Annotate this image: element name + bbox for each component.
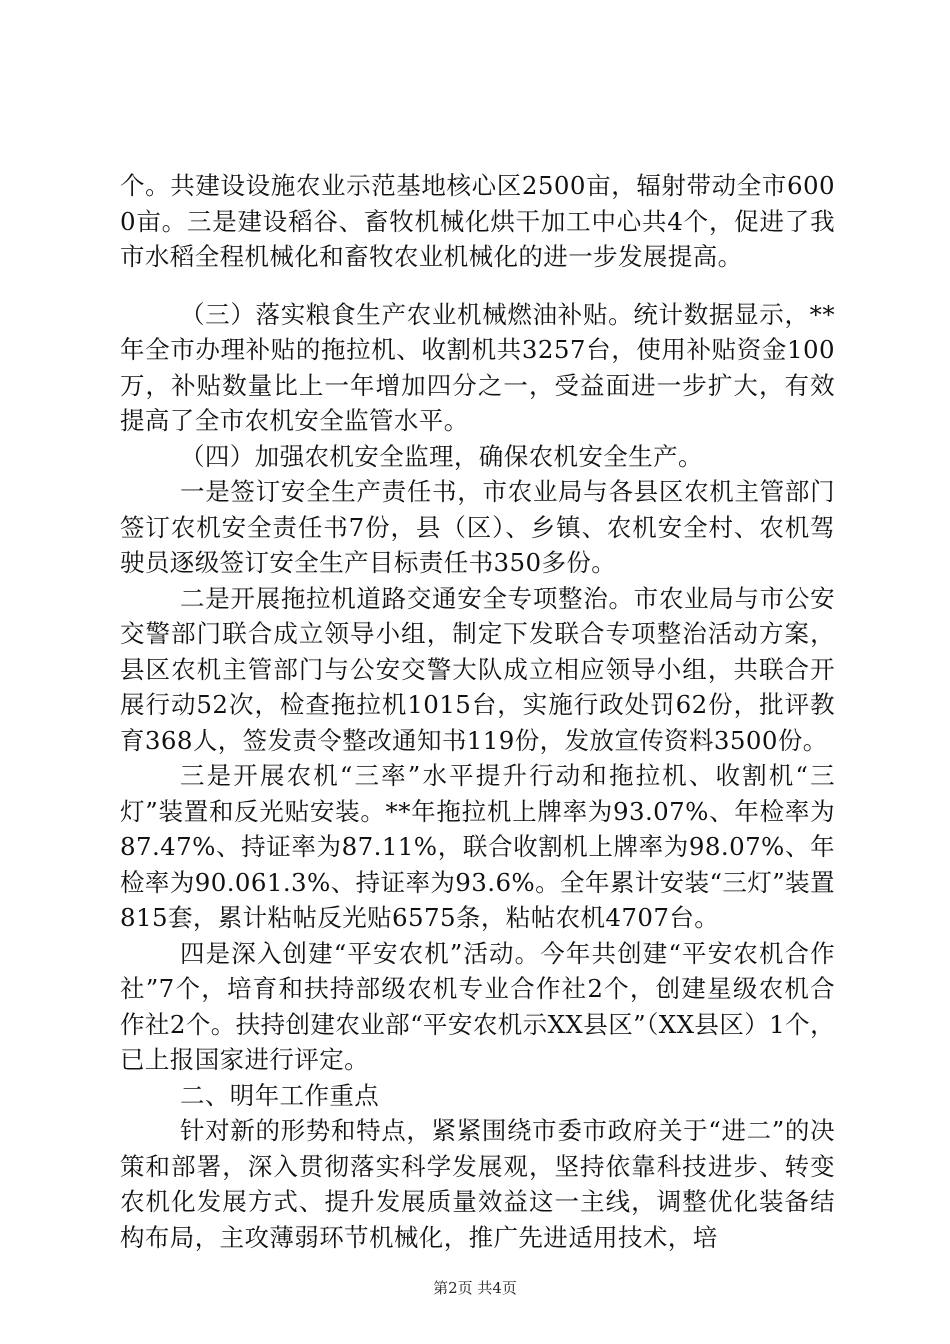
paragraph-three-rates: 三是开展农机“三率”水平提升行动和拖拉机、收割机“三灯”装置和反光贴安装。**年拖拉机上牌率为93.07%、年检率为87.47%、持证率为87.11%，联合收割机上牌率为98.07%、年检率为90.061.3%、持证率为93.6%。全年累计安装“三灯”装置815套，累计粘帖反光贴6575条，粘帖农机4707台。 xyxy=(120,761,835,932)
page-number: 第2页 共4页 xyxy=(433,1279,517,1297)
paragraph-fuel-subsidy: （三）落实粮食生产农业机械燃油补贴。统计数据显示，**年全市办理补贴的拖拉机、收割机共3257台，使用补贴资金100万，补贴数量比上一年增加四分之一，受益面进一步扩大，有效提高了全市农机安全监管水平。 xyxy=(120,299,835,435)
paragraph-responsibility: 一是签订安全生产责任书，市农业局与各县区农机主管部门签订农机安全责任书7份，县（区）、乡镇、农机安全村、农机驾驶员逐级签订安全生产目标责任书350多份。 xyxy=(120,477,835,577)
section-heading-next-year: 二、明年工作重点 xyxy=(180,1080,380,1110)
page-footer xyxy=(0,1278,950,1298)
paragraph-next-year-focus: 针对新的形势和特点，紧紧围绕市委市政府关于“进二”的决策和部署，深入贯彻落实科学发展观，坚持依靠科技进步、转变农机化发展方式、提升发展质量效益这一主线，调整优化装备结构布局，主攻薄弱环节机械化，推广先进适用技术，培 xyxy=(120,1116,835,1252)
paragraph-traffic-safety: 二是开展拖拉机道路交通安全专项整治。市农业局与市公安交警部门联合成立领导小组，制定下发联合专项整治活动方案，县区农机主管部门与公安交警大队成立相应领导小组，共联合开展行动52次，检查拖拉机1015台，实施行政处罚62份，批评教育368人，签发责令整改通知书119份，发放宣传资料3500份。 xyxy=(120,583,835,755)
paragraph-safety-heading: （四）加强农机安全监理，确保农机安全生产。 xyxy=(180,441,703,471)
document-body xyxy=(120,168,835,1255)
paragraph-facility-agriculture: 个。共建设设施农业示范基地核心区2500亩，辐射带动全市6000亩。三是建设稻谷、畜牧机械化烘干加工中心共4个，促进了我市水稻全程机械化和畜牧农业机械化的进一步发展提高。 xyxy=(120,171,835,271)
paragraph-safe-machinery: 四是深入创建“平安农机”活动。今年共创建“平安农机合作社”7个，培育和扶持部级农机专业合作社2个，创建星级农机合作社2个。扶持创建农业部“平安农机示XX县区”（XX县区）1个，已上报国家进行评定。 xyxy=(120,938,835,1074)
